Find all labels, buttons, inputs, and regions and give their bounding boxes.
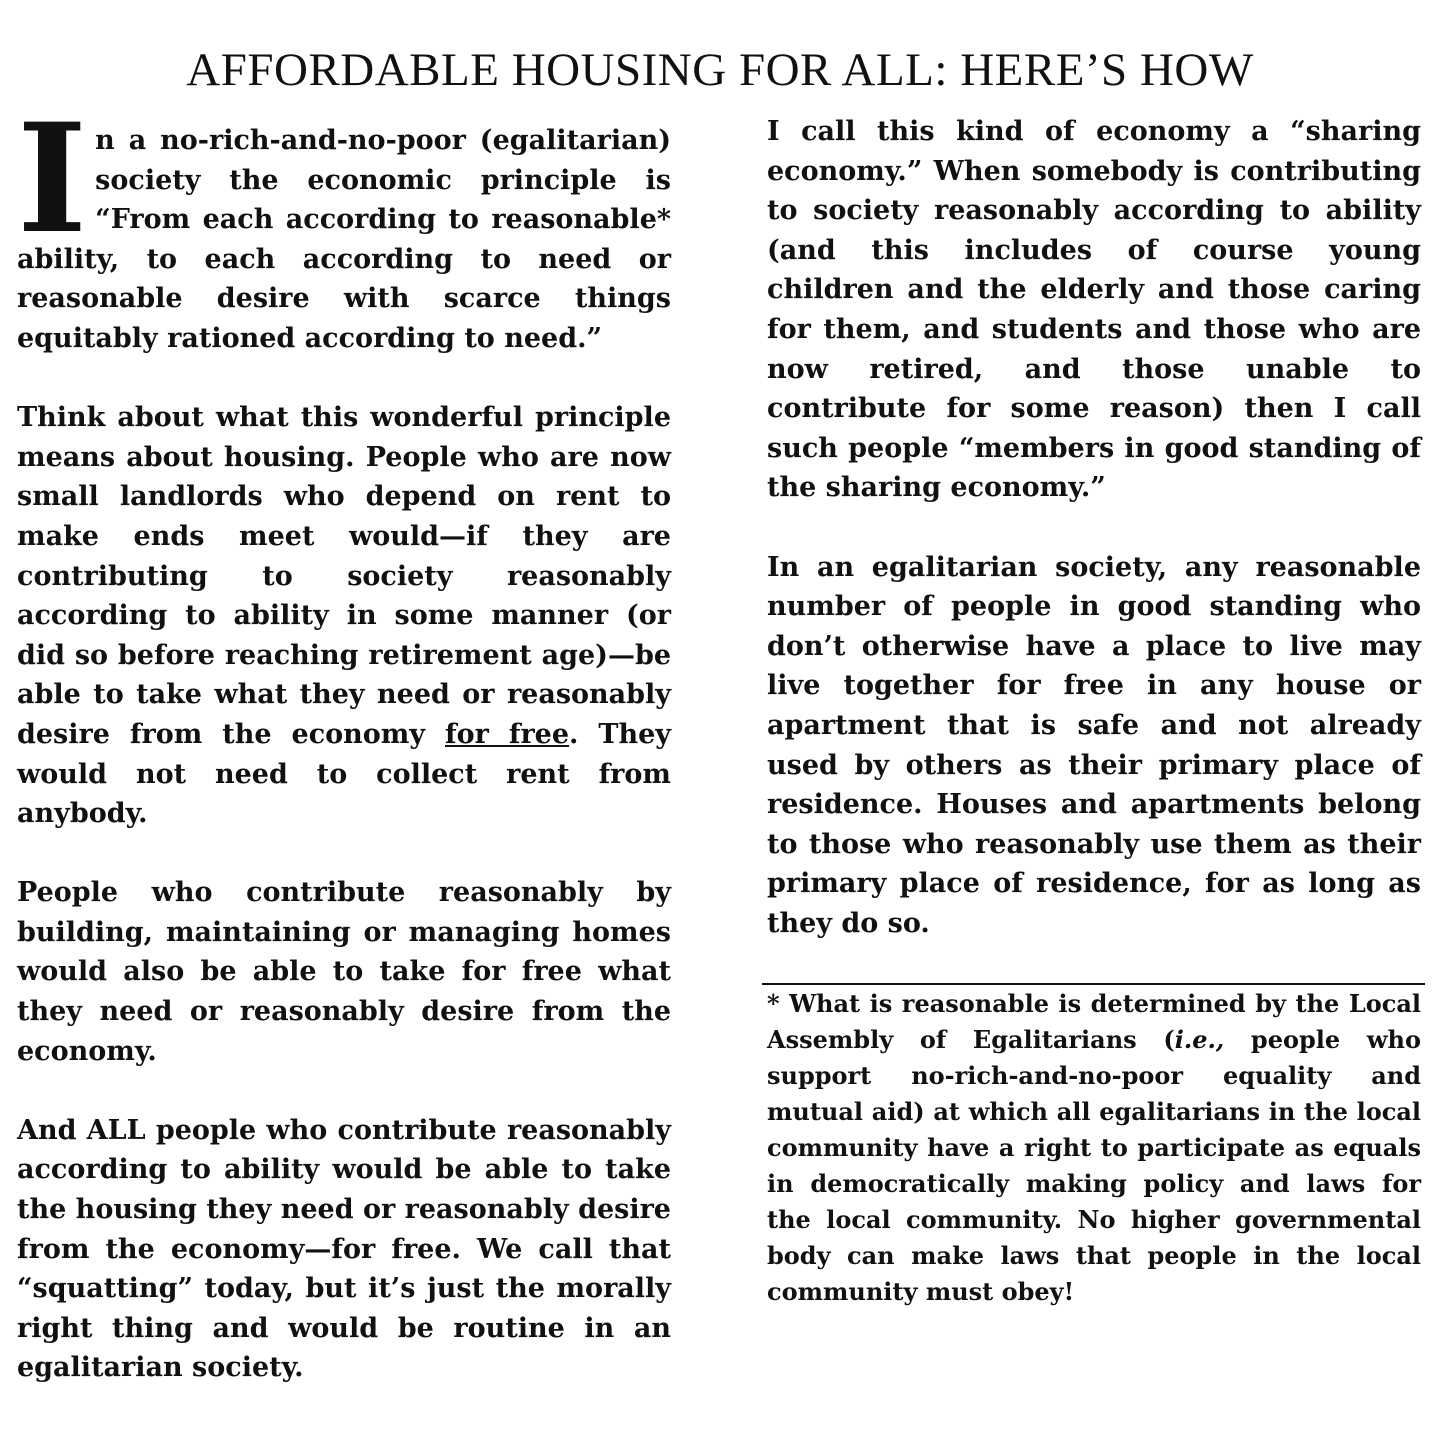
paragraph: In an egalitarian society, any reasonable number of people in good standing who don’t otherwise have a place to live may live together for free in any house or apartment that is safe and not already used by others as their primary place of residence. Houses and apartments belong to those who reasonably use them as their primary place of residence, for as long as they do so.: [767, 551, 1421, 939]
page-title: AFFORDABLE HOUSING FOR ALL: HERE’S HOW: [186, 44, 1254, 97]
paragraph-text: n a no-rich-and-no-poor (egalitarian) society the economic principle is “From each according to reasonable* ability, to each according to need or reasonable desire with scarce things equitably rationed according to need.”: [17, 125, 671, 354]
paragraph: [17, 91, 671, 359]
paragraph: And ALL people who contribute reasonably according to ability would be able to take the housing they need or reasonably desire from the economy—for free. We call that “squatting” today, but it’s just the morally right thing and would be routine in an egalitarian society.: [17, 1114, 671, 1384]
underlined-text: for free: [445, 718, 570, 750]
drop-cap: I: [17, 91, 88, 267]
right-column: [767, 112, 1421, 983]
footnote-text: people who support no-rich-and-no-poor equality and mutual aid) at which all egalitarians in the local community have a right to participate as equals in democratically making policy and laws for the local community. No higher governmental body can make laws that people in the local community must obey!: [767, 1025, 1421, 1306]
footnote-divider: [762, 983, 1425, 985]
paragraph-text: Think about what this wonderful principle means about housing. People who are now small landlords who depend on rent to make ends meet would—if they are contributing to society reasonably according to ability in some manner (or did so before reaching retirement age)—be able to take what they need or reasonably desire from the economy: [17, 402, 671, 750]
paragraph: [17, 398, 671, 834]
footnote-text: * What is reasonable is determined by the Local Assembly of Egalitarians (: [767, 989, 1421, 1054]
left-column: [17, 91, 671, 1428]
paragraph-text: . They would not need to collect rent from anybody.: [17, 718, 671, 830]
footnote: [767, 986, 1421, 1310]
paragraph: I call this kind of economy a “sharing economy.” When somebody is contributing to society reasonably according to ability (and this includes of course young children and the elderly and those caring for them, and students and those who are now retired, and those unable to contribute for some reason) then I call such people “members in good standing of the sharing economy.”: [767, 116, 1421, 504]
footnote-italic: i.e.,: [1174, 1025, 1225, 1054]
paragraph: People who contribute reasonably by building, maintaining or managing homes would also be able to take for free what they need or reasonably desire from the economy.: [17, 877, 671, 1067]
